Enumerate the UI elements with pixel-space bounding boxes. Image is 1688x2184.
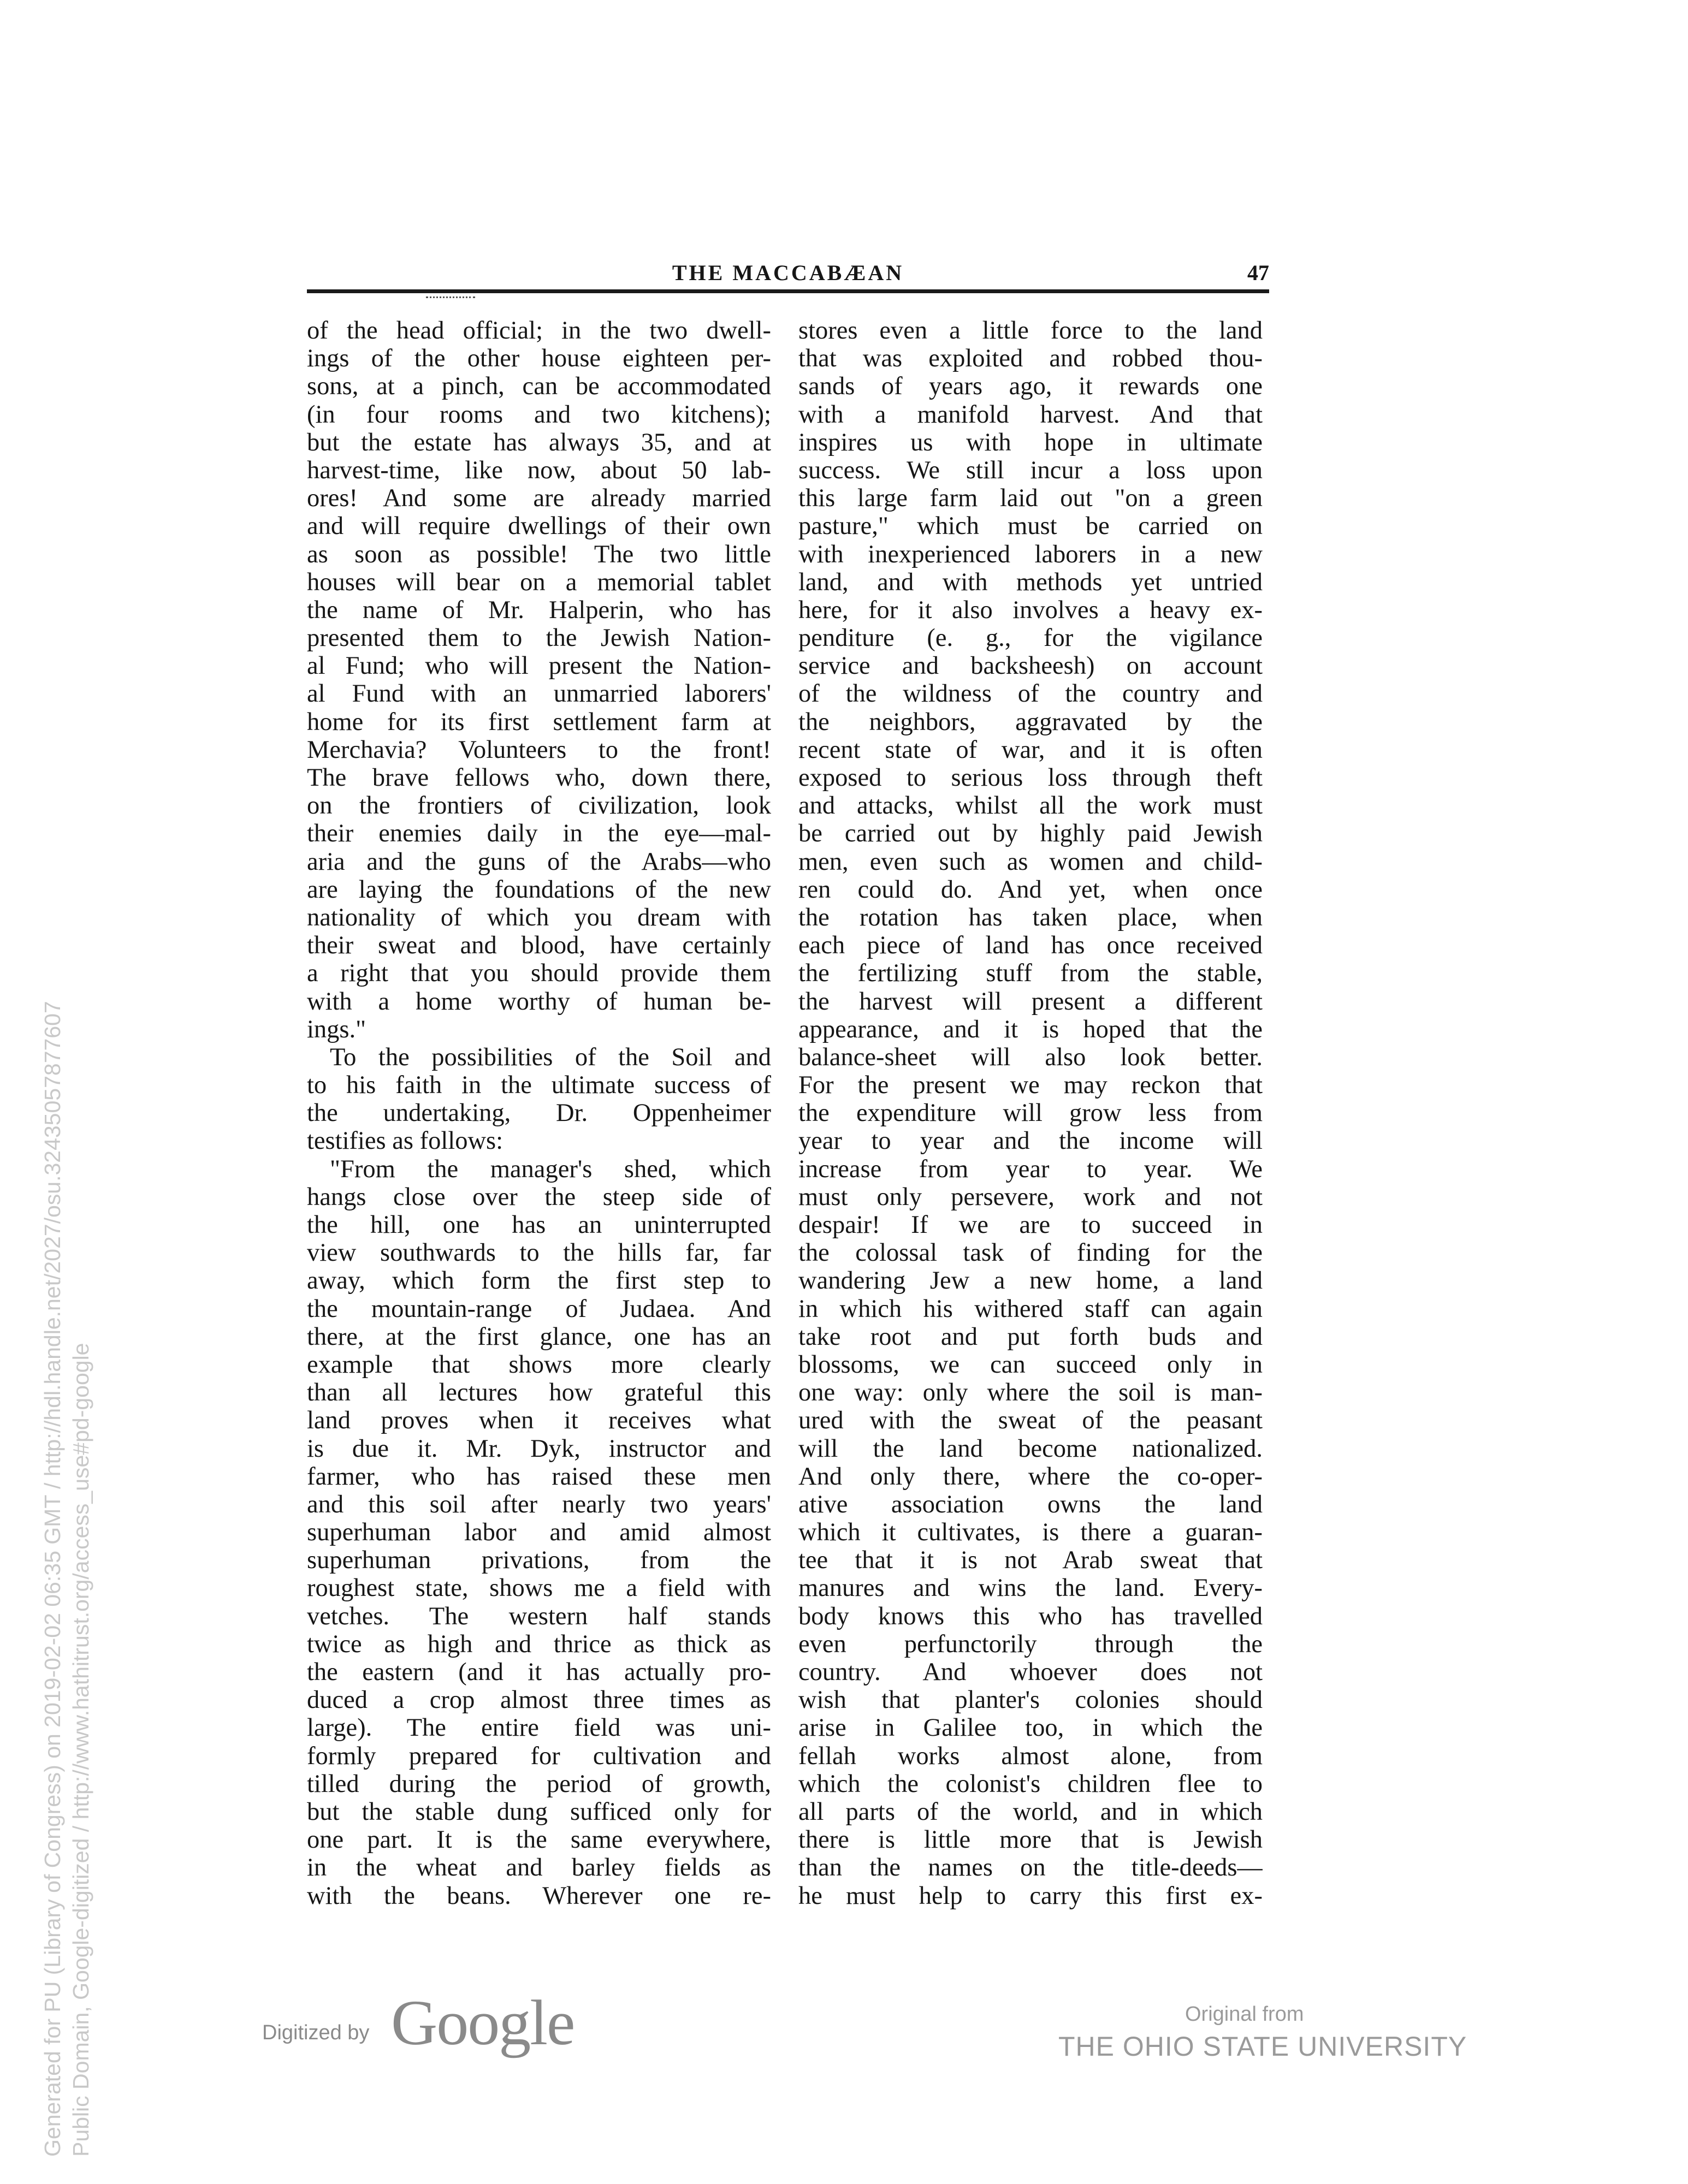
text-line: will the land become nationalized.	[798, 1434, 1263, 1463]
text-line: superhuman privations, from the	[307, 1546, 771, 1575]
text-line: with a manifold harvest. And that	[798, 400, 1263, 429]
text-line: with a home worthy of human be-	[307, 987, 771, 1016]
text-line: farmer, who has raised these men	[307, 1462, 771, 1491]
running-title: THE MACCABÆAN	[672, 260, 904, 285]
text-line: but the stable dung sufficed only for	[307, 1797, 771, 1826]
text-line: To the possibilities of the Soil and	[330, 1043, 771, 1071]
text-line: example that shows more clearly	[307, 1350, 771, 1379]
text-line: pasture," which must be carried on	[798, 512, 1263, 541]
text-line: houses will bear on a memorial tablet	[307, 568, 771, 596]
text-line: year to year and the income will	[798, 1127, 1263, 1155]
text-line: even perfunctorily through the	[798, 1630, 1263, 1658]
text-line: one way: only where the soil is man-	[798, 1379, 1263, 1407]
text-line: men, even such as women and child-	[798, 847, 1263, 876]
text-line: despair! If we are to succeed in	[798, 1211, 1263, 1239]
text-line: aria and the guns of the Arabs—who	[307, 847, 771, 876]
text-line: balance-sheet will also look better.	[798, 1043, 1263, 1071]
text-line: the colossal task of finding for the	[798, 1239, 1263, 1267]
text-line: are laying the foundations of the new	[307, 875, 771, 904]
text-line: and attacks, whilst all the work must	[798, 792, 1263, 820]
text-line: harvest-time, like now, about 50 lab-	[307, 456, 771, 484]
watermark-line-1: Generated for PU (Library of Congress) on 2019-02-02 06:35 GMT / http://hdl.handle.net/2027/osu.32435057877607	[40, 1001, 65, 2157]
text-line: tee that it is not Arab sweat that	[798, 1546, 1263, 1575]
scan-specks	[426, 296, 475, 300]
text-line: one part. It is the same everywhere,	[307, 1826, 771, 1854]
text-line: that was exploited and robbed thou-	[798, 345, 1263, 373]
text-line: be carried out by highly paid Jewish	[798, 820, 1263, 848]
original-from-label: Original from	[1185, 2003, 1304, 2026]
text-line: appearance, and it is hoped that the	[798, 1015, 1263, 1043]
text-line: Merchavia? Volunteers to the front!	[307, 735, 771, 764]
text-line: is due it. Mr. Dyk, instructor and	[307, 1434, 771, 1463]
watermark-line-2: Public Domain, Google-digitized / http://www.hathitrust.org/access_use#pd-google	[68, 1343, 93, 2157]
text-line: land proves when it receives what	[307, 1406, 771, 1435]
digitized-by-label: Digitized by	[262, 2021, 370, 2044]
text-line: ores! And some are already married	[307, 484, 771, 513]
text-line: their enemies daily in the eye—mal-	[307, 820, 771, 848]
text-line: take root and put forth buds and	[798, 1322, 1263, 1351]
text-line: country. And whoever does not	[798, 1658, 1263, 1686]
hathitrust-watermark	[38, 1001, 95, 2157]
text-line: with the beans. Wherever one re-	[307, 1882, 771, 1910]
text-line: And only there, where the co-oper-	[798, 1462, 1263, 1491]
text-line: wandering Jew a new home, a land	[798, 1267, 1263, 1295]
text-line: view southwards to the hills far, far	[307, 1239, 771, 1267]
text-line: home for its first settlement farm at	[307, 708, 771, 736]
text-line: arise in Galilee too, in which the	[798, 1714, 1263, 1742]
text-line: the hill, one has an uninterrupted	[307, 1211, 771, 1239]
text-line: al Fund with an unmarried laborers'	[307, 680, 771, 708]
text-line: hangs close over the steep side of	[307, 1183, 771, 1211]
text-line: service and backsheesh) on account	[798, 652, 1263, 680]
text-line: but the estate has always 35, and at	[307, 428, 771, 456]
text-line: duced a crop almost three times as	[307, 1686, 771, 1714]
running-header	[307, 257, 1269, 289]
text-line: nationality of which you dream with	[307, 903, 771, 931]
text-line: ings."	[307, 1015, 366, 1043]
text-line: success. We still incur a loss upon	[798, 456, 1263, 484]
text-line: on the frontiers of civilization, look	[307, 792, 771, 820]
text-line: large). The entire field was uni-	[307, 1714, 771, 1742]
header-rule	[307, 289, 1269, 293]
text-line: testifies as follows:	[307, 1127, 504, 1155]
text-line: the mountain-range of Judaea. And	[307, 1295, 771, 1323]
text-line: The brave fellows who, down there,	[307, 764, 771, 792]
left-column	[307, 317, 771, 1910]
text-line: of the wildness of the country and	[798, 680, 1263, 708]
text-line: exposed to serious loss through theft	[798, 764, 1263, 792]
text-line: roughest state, shows me a field with	[307, 1574, 771, 1603]
text-line: a right that you should provide them	[307, 959, 771, 988]
text-line: in which his withered staff can again	[798, 1295, 1263, 1323]
text-line: which it cultivates, is there a guaran-	[798, 1518, 1263, 1547]
text-line: the undertaking, Dr. Oppenheimer	[307, 1099, 771, 1127]
text-line: penditure (e. g., for the vigilance	[798, 624, 1263, 652]
text-line: ings of the other house eighteen per-	[307, 345, 771, 373]
text-line: this large farm laid out "on a green	[798, 484, 1263, 513]
text-line: all parts of the world, and in which	[798, 1797, 1263, 1826]
text-line: recent state of war, and it is often	[798, 735, 1263, 764]
text-line: with inexperienced laborers in a new	[798, 540, 1263, 568]
text-line: than the names on the title-deeds—	[798, 1854, 1263, 1882]
text-line: of the head official; in the two dwell-	[307, 317, 771, 345]
text-line: the name of Mr. Halperin, who has	[307, 596, 771, 624]
text-line: twice as high and thrice as thick as	[307, 1630, 771, 1658]
text-line: tilled during the period of growth,	[307, 1770, 771, 1798]
text-line: "From the manager's shed, which	[330, 1155, 771, 1183]
text-line: presented them to the Jewish Nation-	[307, 624, 771, 652]
text-line: wish that planter's colonies should	[798, 1686, 1263, 1714]
text-line: as soon as possible! The two little	[307, 540, 771, 568]
text-line: ured with the sweat of the peasant	[798, 1406, 1263, 1435]
text-line: ative association owns the land	[798, 1490, 1263, 1518]
text-line: (in four rooms and two kitchens);	[307, 400, 771, 429]
text-line: fellah works almost alone, from	[798, 1742, 1263, 1770]
text-line: there, at the first glance, one has an	[307, 1322, 771, 1351]
text-line: away, which form the first step to	[307, 1267, 771, 1295]
text-line: superhuman labor and amid almost	[307, 1518, 771, 1547]
text-line: than all lectures how grateful this	[307, 1379, 771, 1407]
text-line: the expenditure will grow less from	[798, 1099, 1263, 1127]
text-line: here, for it also involves a heavy ex-	[798, 596, 1263, 624]
text-line: stores even a little force to the land	[798, 317, 1263, 345]
text-line: must only persevere, work and not	[798, 1183, 1263, 1211]
text-line: in the wheat and barley fields as	[307, 1854, 771, 1882]
text-line: which the colonist's children flee to	[798, 1770, 1263, 1798]
text-line: sons, at a pinch, can be accommodated	[307, 372, 771, 401]
page-number: 47	[1247, 260, 1269, 285]
text-line: he must help to carry this first ex-	[798, 1882, 1263, 1910]
text-line: sands of years ago, it rewards one	[798, 372, 1263, 401]
google-logo: Google	[391, 1987, 574, 2058]
text-line: the eastern (and it has actually pro-	[307, 1658, 771, 1686]
text-line: the harvest will present a different	[798, 987, 1263, 1016]
text-line: ren could do. And yet, when once	[798, 875, 1263, 904]
text-line: inspires us with hope in ultimate	[798, 428, 1263, 456]
text-line: increase from year to year. We	[798, 1155, 1263, 1183]
right-column	[798, 317, 1263, 1910]
institution-name: THE OHIO STATE UNIVERSITY	[1058, 2031, 1467, 2062]
text-line: blossoms, we can succeed only in	[798, 1350, 1263, 1379]
text-line: body knows this who has travelled	[798, 1602, 1263, 1630]
text-line: land, and with methods yet untried	[798, 568, 1263, 596]
text-line: manures and wins the land. Every-	[798, 1574, 1263, 1603]
text-line: and this soil after nearly two years'	[307, 1490, 771, 1518]
text-line: al Fund; who will present the Nation-	[307, 652, 771, 680]
text-line: their sweat and blood, have certainly	[307, 931, 771, 960]
text-line: formly prepared for cultivation and	[307, 1742, 771, 1770]
text-line: For the present we may reckon that	[798, 1071, 1263, 1100]
text-line: vetches. The western half stands	[307, 1602, 771, 1630]
text-line: the neighbors, aggravated by the	[798, 708, 1263, 736]
text-line: and will require dwellings of their own	[307, 512, 771, 541]
text-line: the rotation has taken place, when	[798, 903, 1263, 931]
text-line: the fertilizing stuff from the stable,	[798, 959, 1263, 988]
text-line: each piece of land has once received	[798, 931, 1263, 960]
text-line: there is little more that is Jewish	[798, 1826, 1263, 1854]
text-line: to his faith in the ultimate success of	[307, 1071, 771, 1100]
